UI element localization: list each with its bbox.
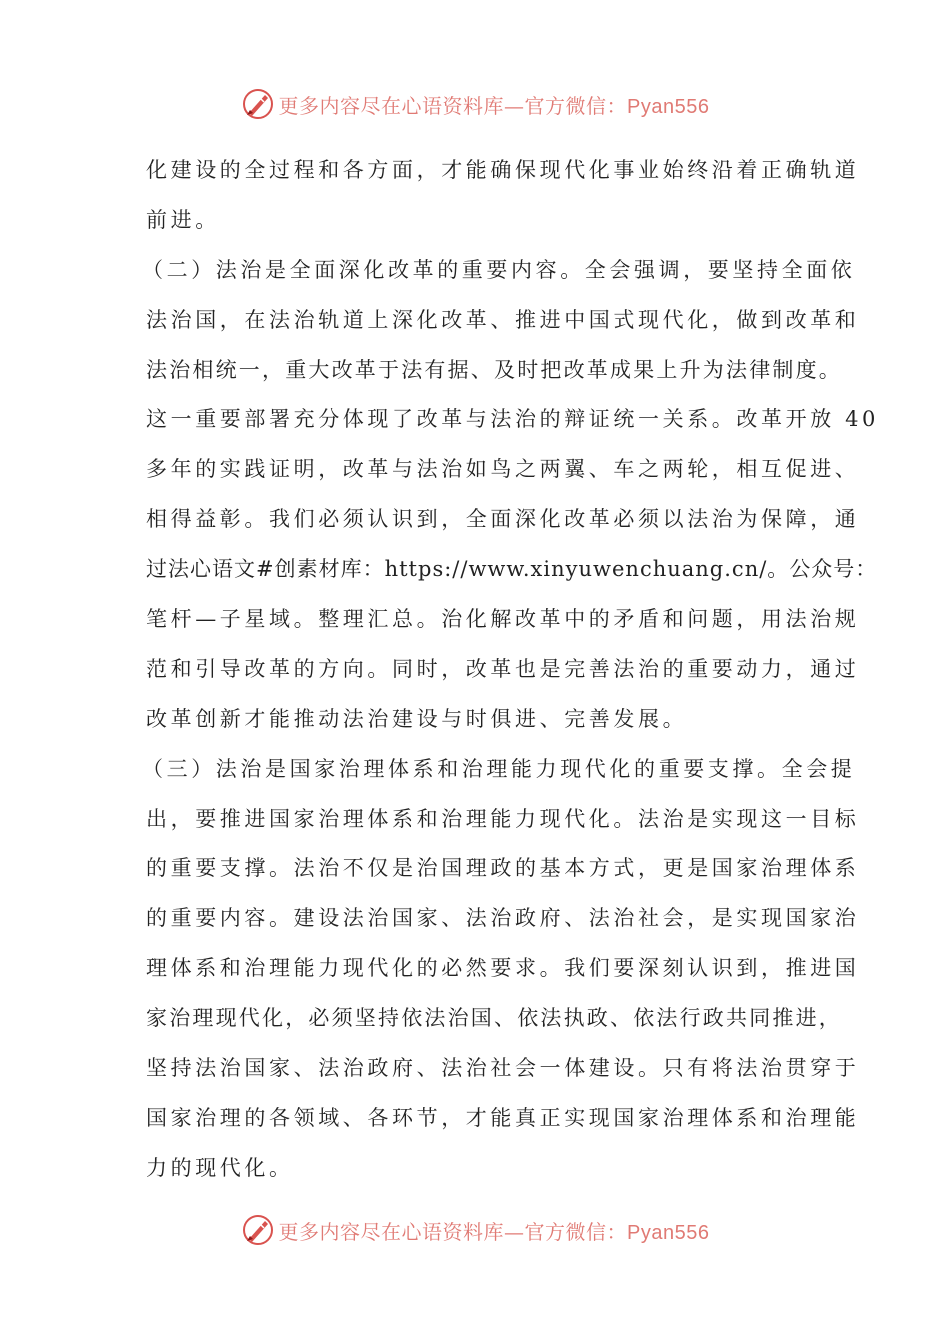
text-line: 的重要支撑。法治不仅是治国理政的基本方式，更是国家治理体系	[146, 856, 860, 881]
text-line: 法治国，在法治轨道上深化改革、推进中国式现代化，做到改革和	[146, 307, 860, 332]
text-line: 前进。	[146, 207, 220, 232]
text-line: 法治相统一，重大改革于法有据、及时把改革成果上升为法律制度。	[146, 357, 842, 382]
section-heading-line: （二）法治是全面深化改革的重要内容。全会强调，要坚持全面依	[142, 257, 856, 282]
banner-handle: Pyan556	[627, 1221, 710, 1244]
text-line: 这一重要部署充分体现了改革与法治的辩证统一关系。改革开放 40	[146, 407, 879, 432]
text-line: 力的现代化。	[146, 1155, 294, 1180]
text-line: 出，要推进国家治理体系和治理能力现代化。法治是实现这一目标	[146, 806, 860, 831]
footer-banner	[0, 1210, 950, 1250]
text-line: 理体系和治理能力现代化的必然要求。我们要深刻认识到，推进国	[146, 956, 860, 981]
text-line-with-url: 过法心语文#创素材库：https://www.xinyuwenchuang.cn/。公众号：	[146, 557, 878, 582]
pen-logo-icon	[241, 1213, 275, 1247]
text-line: 相得益彰。我们必须认识到，全面深化改革必须以法治为保障，通	[146, 507, 860, 532]
text-line: 坚持法治国家、法治政府、法治社会一体建设。只有将法治贯穿于	[146, 1056, 860, 1081]
text-line: 笔杆—子星域。整理汇总。治化解改革中的矛盾和问题，用法治规	[146, 607, 860, 632]
text-line: 的重要内容。建设法治国家、法治政府、法治社会，是实现国家治	[146, 906, 860, 931]
text-line: 改革创新才能推动法治建设与时俱进、完善发展。	[146, 706, 688, 731]
document-body	[142, 150, 879, 1198]
banner-handle: Pyan556	[627, 95, 710, 118]
text-line: 家治理现代化，必须坚持依法治国、依法执政、依法行政共同推进，	[146, 1006, 842, 1031]
banner-text: 更多内容尽在心语资料库—官方微信：Pyan556	[278, 1219, 710, 1244]
text-line: 国家治理的各领域、各环节，才能真正实现国家治理体系和治理能	[146, 1105, 860, 1130]
text-line: 范和引导改革的方向。同时，改革也是完善法治的重要动力，通过	[146, 656, 860, 681]
banner-text: 更多内容尽在心语资料库—官方微信：Pyan556	[278, 93, 710, 118]
header-banner	[0, 84, 950, 124]
text-line: 化建设的全过程和各方面，才能确保现代化事业始终沿着正确轨道	[146, 158, 860, 182]
pen-logo-icon	[241, 87, 275, 121]
section-heading-line: （三）法治是国家治理体系和治理能力现代化的重要支撑。全会提	[142, 756, 856, 781]
text-line: 多年的实践证明，改革与法治如鸟之两翼、车之两轮，相互促进、	[146, 457, 860, 482]
